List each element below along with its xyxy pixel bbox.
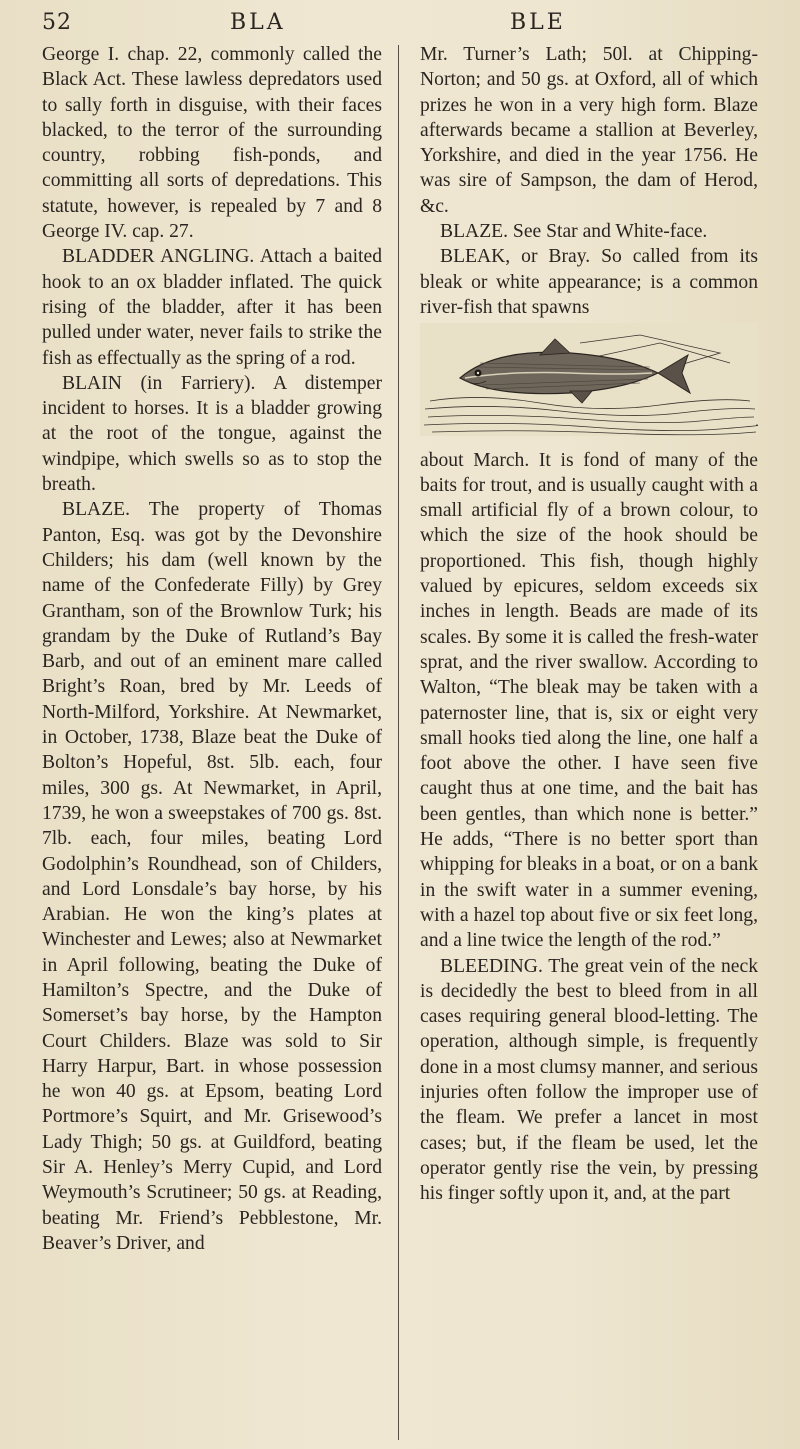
entry-blaze-see-also: BLAZE. See Star and White-face. [440,221,708,243]
left-running-head: BLA [230,10,286,35]
entry-bleak: BLEAK, or Bray. So called from its bleak or white appearance; is a common river-fish that spawns [420,246,758,318]
paragraph-bleak-continuation: about March. It is fond of many of the baits for trout, and is usually caught with a small artificial fly of a brown colour, to which the size of the hook should be proportioned. This fish, though highly valued by epicures, seldom exceeds six inches in length. Beads are made of its scales. By some it is called the fresh-water sprat, and the river swallow. According to Walton, “The bleak may be taken with a paternoster line, that is, six or eight very small hooks tied along the line, one half a foot above the other. I have seen five caught thus at one time, and the bait has been gentles, than which none is better.” He adds, “There is no better sport than whipping for bleaks in a boat, or on a bank in the swift water in a summer evening, with a hazel top about five or six feet long, and a line twice the length of the rod.” [420,449,758,952]
left-column [42,42,382,1256]
paragraph-blaze-continuation: Mr. Turner’s Lath; 50l. at Chipping-Norton; and 50 gs. at Oxford, all of which prizes he won in a very high form. Blaze afterwards became a stallion at Beverley, Yorkshire, and died in the year 1756. He was sire of Sampson, the dam of Herod, &c. [420,44,758,217]
running-header [42,10,750,40]
right-column [420,42,758,1206]
right-running-head: BLE [510,10,566,35]
column-divider [398,45,399,1440]
entry-bleeding: BLEEDING. The great vein of the neck is decidedly the best to bleed from in all cases requiring general blood-letting. The operation, although simple, is frequently done in a most clumsy manner, and serious injuries often follow the improper use of the fleam. We prefer a lancet in most cases; but, if the fleam be used, let the operator gently rise the vein, by pressing his finger softly upon it, and, at the part [420,955,758,1205]
fish-icon [420,323,758,436]
entry-blain: BLAIN (in Farriery). A distemper incident to horses. It is a bladder growing at the root of the tongue, against the windpipe, which swells so as to stop the breath. [42,372,382,496]
paragraph-black-act-continuation: George I. chap. 22, commonly called the Black Act. These lawless depredators used to sally forth in disguise, with their faces blacked, to the terror of the surrounding country, robbing fish-ponds, and committing all sorts of depredations. This statute, however, is repealed by 7 and 8 George IV. cap. 27. [42,44,382,243]
entry-bladder-angling: BLADDER ANGLING. Attach a baited hook to an ox bladder inflated. The quick rising of the bladder, after it has been pulled under water, never fails to strike the fish as effectually as the spring of a rod. [42,246,382,369]
entry-blaze: BLAZE. The property of Thomas Panton, Esq. was got by the Devonshire Childers; his dam (well known by the name of the Confederate Filly) by Grey Grantham, son of the Brownlow Turk; his grandam by the Duke of Rutland’s Bay Barb, and out of an eminent mare called Bright’s Roan, bred by Mr. Leeds of North-Milford, Yorkshire. At Newmarket, in October, 1738, Blaze beat the Duke of Bolton’s Hopeful, 8st. 5lb. each, four miles, 300 gs. At Newmarket, in April, 1739, he won a sweepstakes of 700 gs. 8st. 7lb. each, four miles, beating Lord Godolphin’s Roundhead, son of Childers, and Lord Lonsdale’s bay horse, by his Arabian. He won the king’s plates at Winchester and Lewes; also at Newmarket in April following, beating the Duke of Hamilton’s Spectre, and the Duke of Somerset’s bay horse, by the Hampton Court Childers. Blaze was sold to Sir Harry Harpur, Bart. in whose possession he won 40 gs. at Epsom, beating Lord Portmore’s Squirt, and Mr. Grisewood’s Lady Thigh; 50 gs. at Guildford, beating Sir A. Henley’s Merry Cupid, and Lord Weymouth’s Scrutineer; 50 gs. at Reading, beating Mr. Friend’s Pebblestone, Mr. Beaver’s Driver, and [42,499,382,1254]
page-number: 52 [42,10,72,35]
